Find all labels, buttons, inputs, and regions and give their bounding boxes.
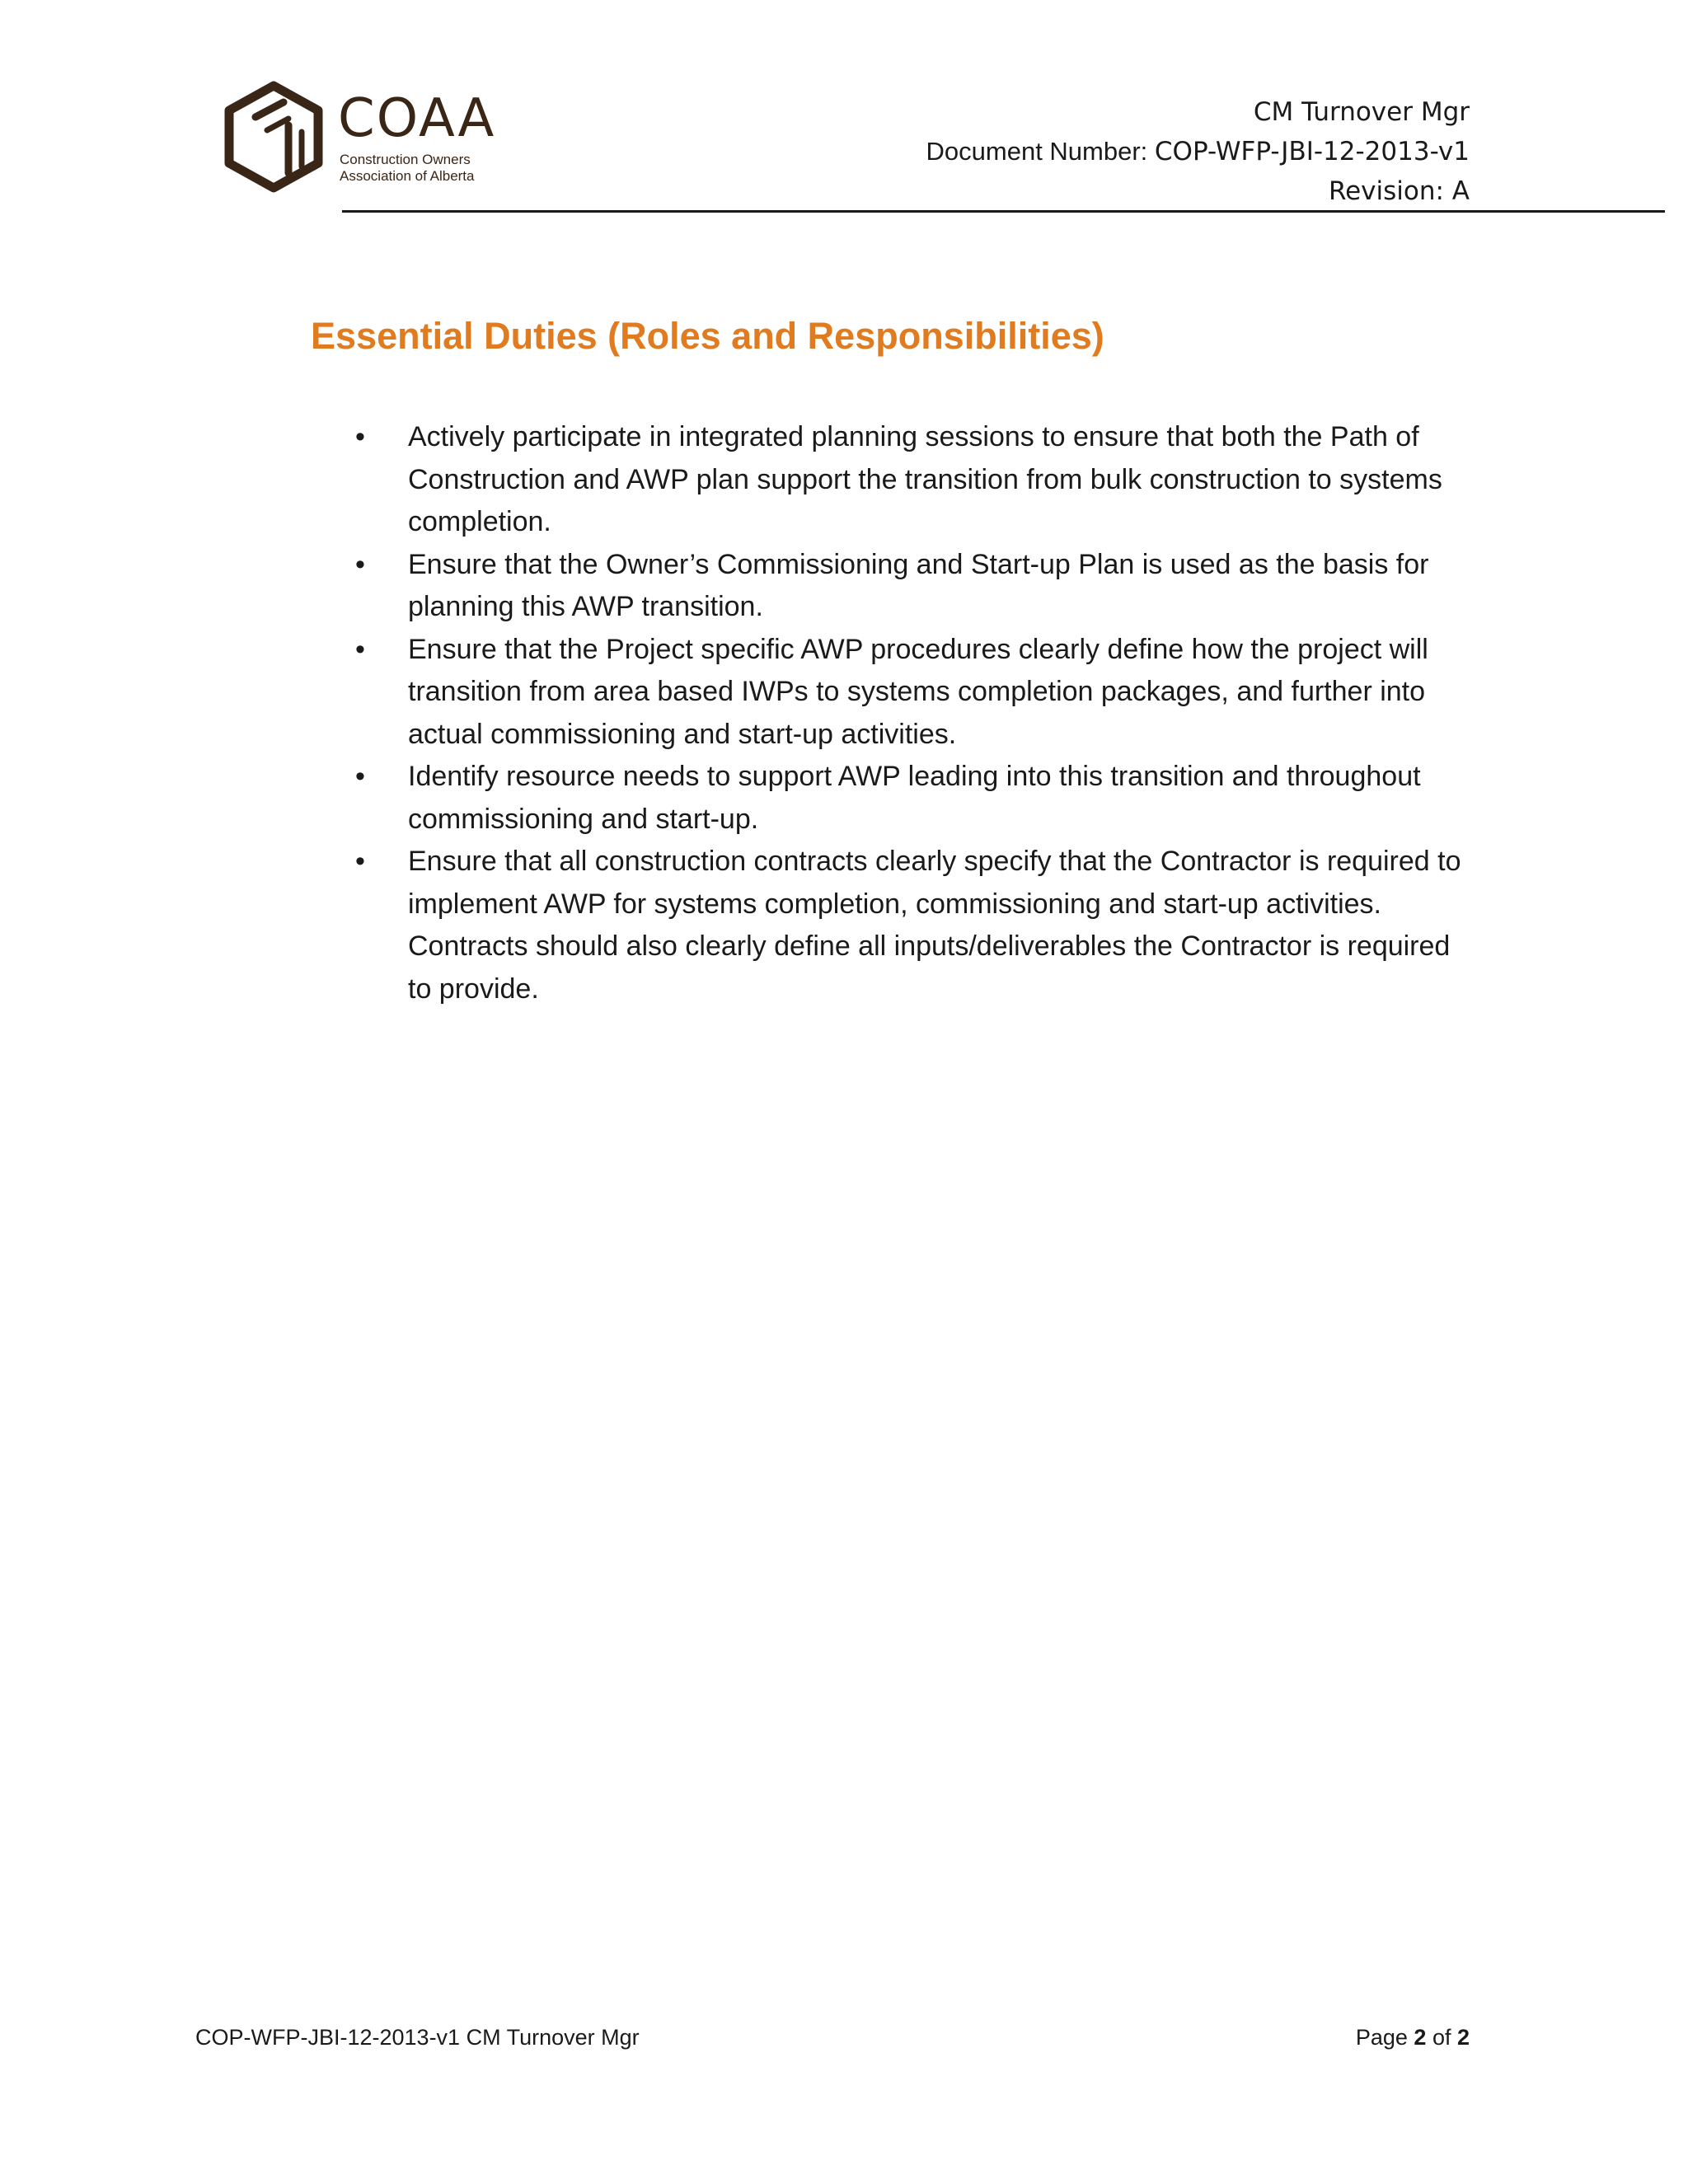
duty-text: Identify resource needs to support AWP leading into this transition and throughout commissioning and start-up.	[408, 761, 1421, 835]
logo-tagline-1: Construction Owners	[340, 152, 471, 167]
duty-text: Ensure that all construction contracts clearly specify that the Contractor is required to implement AWP for systems completion, commissioning and start-up activities. Contracts should also clearly define all inputs/deliverables the Contractor is required to provide.	[408, 846, 1461, 1005]
list-item	[355, 841, 1471, 1010]
bullet-icon: •	[355, 421, 365, 452]
duty-text: Ensure that the Owner’s Commissioning and Start-up Plan is used as the basis for planning this AWP transition.	[408, 548, 1429, 622]
list-item	[355, 544, 1471, 629]
duty-text: Ensure that the Project specific AWP procedures clearly define how the project will transition from area based IWPs to systems completion packages, and further into actual commissioning and start-up activities.	[408, 633, 1428, 750]
logo-tagline-2: Association of Alberta	[340, 168, 475, 184]
bullet-icon: •	[355, 761, 365, 792]
list-item	[355, 629, 1471, 757]
document-number: COP-WFP-JBI-12-2013-v1	[1154, 137, 1470, 166]
bullet-icon: •	[355, 633, 365, 665]
document-number-line	[926, 132, 1470, 171]
document-number-label: Document Number:	[926, 137, 1155, 166]
coaa-logo	[224, 81, 496, 200]
document-revision: Revision: A	[1328, 176, 1470, 206]
hexagon-logo-icon	[224, 81, 331, 196]
footer-document-id: COP-WFP-JBI-12-2013-v1 CM Turnover Mgr	[195, 2025, 640, 2050]
page-current: 2	[1414, 2025, 1427, 2050]
footer-page-number	[1356, 2022, 1470, 2052]
duty-text: Actively participate in integrated planning sessions to ensure that both the Path of Construction and AWP plan support the transition from bulk construction to systems completion.	[408, 421, 1442, 537]
duties-list	[355, 416, 1471, 1010]
list-item	[355, 756, 1471, 841]
page-total: 2	[1456, 2025, 1470, 2050]
section-title: Essential Duties (Roles and Responsibilities)	[311, 315, 1104, 357]
bullet-icon: •	[355, 846, 365, 877]
header-divider	[342, 210, 1665, 213]
logo-wordmark: COAA	[338, 88, 496, 149]
page-of: of	[1426, 2025, 1457, 2050]
list-item	[355, 416, 1471, 544]
document-title: CM Turnover Mgr	[1253, 97, 1470, 127]
page-label: Page	[1355, 2025, 1414, 2050]
bullet-icon: •	[355, 548, 365, 580]
document-header	[926, 92, 1470, 211]
